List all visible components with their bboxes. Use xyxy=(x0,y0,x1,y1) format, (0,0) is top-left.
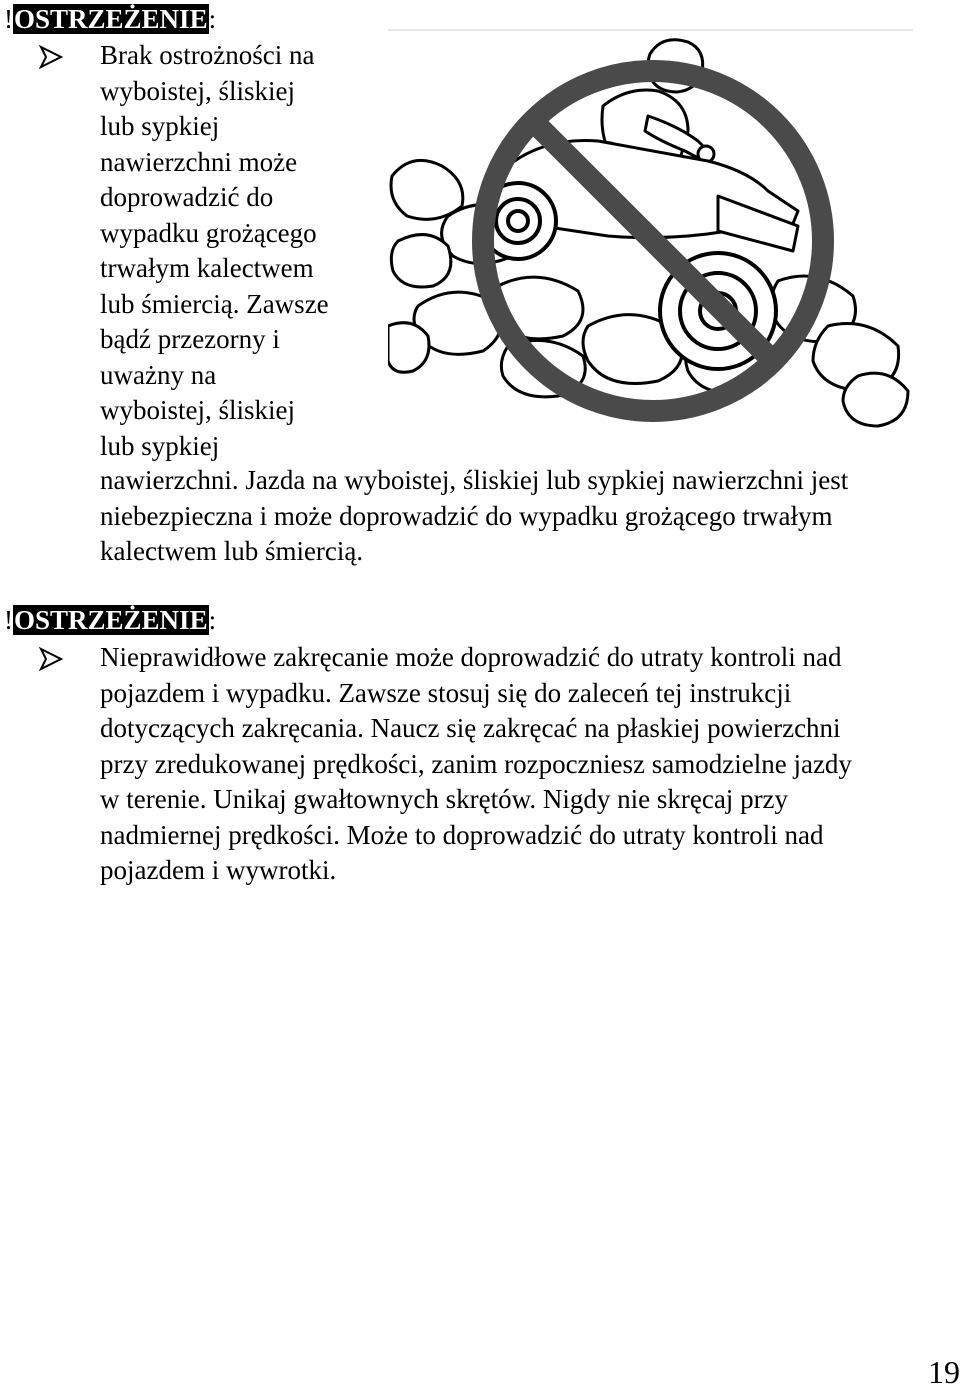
text-line: lub śmiercią. Zawsze xyxy=(100,288,329,319)
warning-heading-prefix: ! xyxy=(4,4,13,34)
prohibited-atv-on-rocks-icon xyxy=(388,26,913,436)
text-line: dotyczących zakręcania. Naucz się zakręcać na płaskiej powierzchni xyxy=(100,713,841,743)
warning-1-text-wide xyxy=(100,463,955,570)
page-number: 19 xyxy=(928,1354,960,1390)
text-line: wyboistej, śliskiej xyxy=(100,395,295,425)
text-line: doprowadzić do xyxy=(100,182,274,212)
text-line: pojazdem i wypadku. Zawsze stosuj się do zaleceń tej instrukcji xyxy=(100,677,792,708)
text-line: nawierzchni może xyxy=(100,146,298,177)
warning-2-text xyxy=(100,640,955,889)
text-line: pojazdem i wywrotki. xyxy=(100,855,337,885)
text-line: kalectwem lub śmiercią. xyxy=(100,536,364,566)
text-line: nadmiernej prędkości. Może to doprowadzić do utraty kontroli nad xyxy=(100,819,824,850)
warning-1-text-narrow xyxy=(100,38,390,464)
warning-heading-2 xyxy=(4,603,216,637)
text-line: trwałym kalectwem xyxy=(100,253,314,283)
text-line: Nieprawidłowe zakręcanie może doprowadzić do utraty kontroli nad xyxy=(100,642,842,672)
text-line: lub sypkiej xyxy=(100,111,220,141)
text-line: Brak ostrożności na xyxy=(100,40,315,70)
warning-heading-suffix: : xyxy=(208,4,217,34)
arrowhead-bullet-icon xyxy=(38,44,64,70)
warning-heading-1 xyxy=(4,2,216,36)
text-line: nawierzchni. Jazda na wyboistej, śliskiej lub sypkiej nawierzchni jest xyxy=(100,465,849,495)
warning-heading-label: OSTRZEŻENIE xyxy=(14,605,208,635)
text-line: wyboistej, śliskiej xyxy=(100,75,295,106)
warning-heading-label: OSTRZEŻENIE xyxy=(14,4,208,34)
text-line: uważny na xyxy=(100,359,217,390)
text-line: przy zredukowanej prędkości, zanim rozpoczniesz samodzielne jazdy xyxy=(100,748,852,779)
warning-heading-suffix: : xyxy=(208,605,217,635)
text-line: w terenie. Unikaj gwałtownych skrętów. Nigdy nie skręcaj przy xyxy=(100,784,789,814)
text-line: lub sypkiej xyxy=(100,430,220,461)
arrowhead-bullet-icon xyxy=(38,646,64,672)
warning-heading-prefix: ! xyxy=(4,605,13,635)
text-line: bądź przezorny i xyxy=(100,324,280,354)
text-line: niebezpieczna i może doprowadzić do wypadku grożącego trwałym xyxy=(100,500,833,531)
text-line: wypadku grożącego xyxy=(100,217,317,248)
